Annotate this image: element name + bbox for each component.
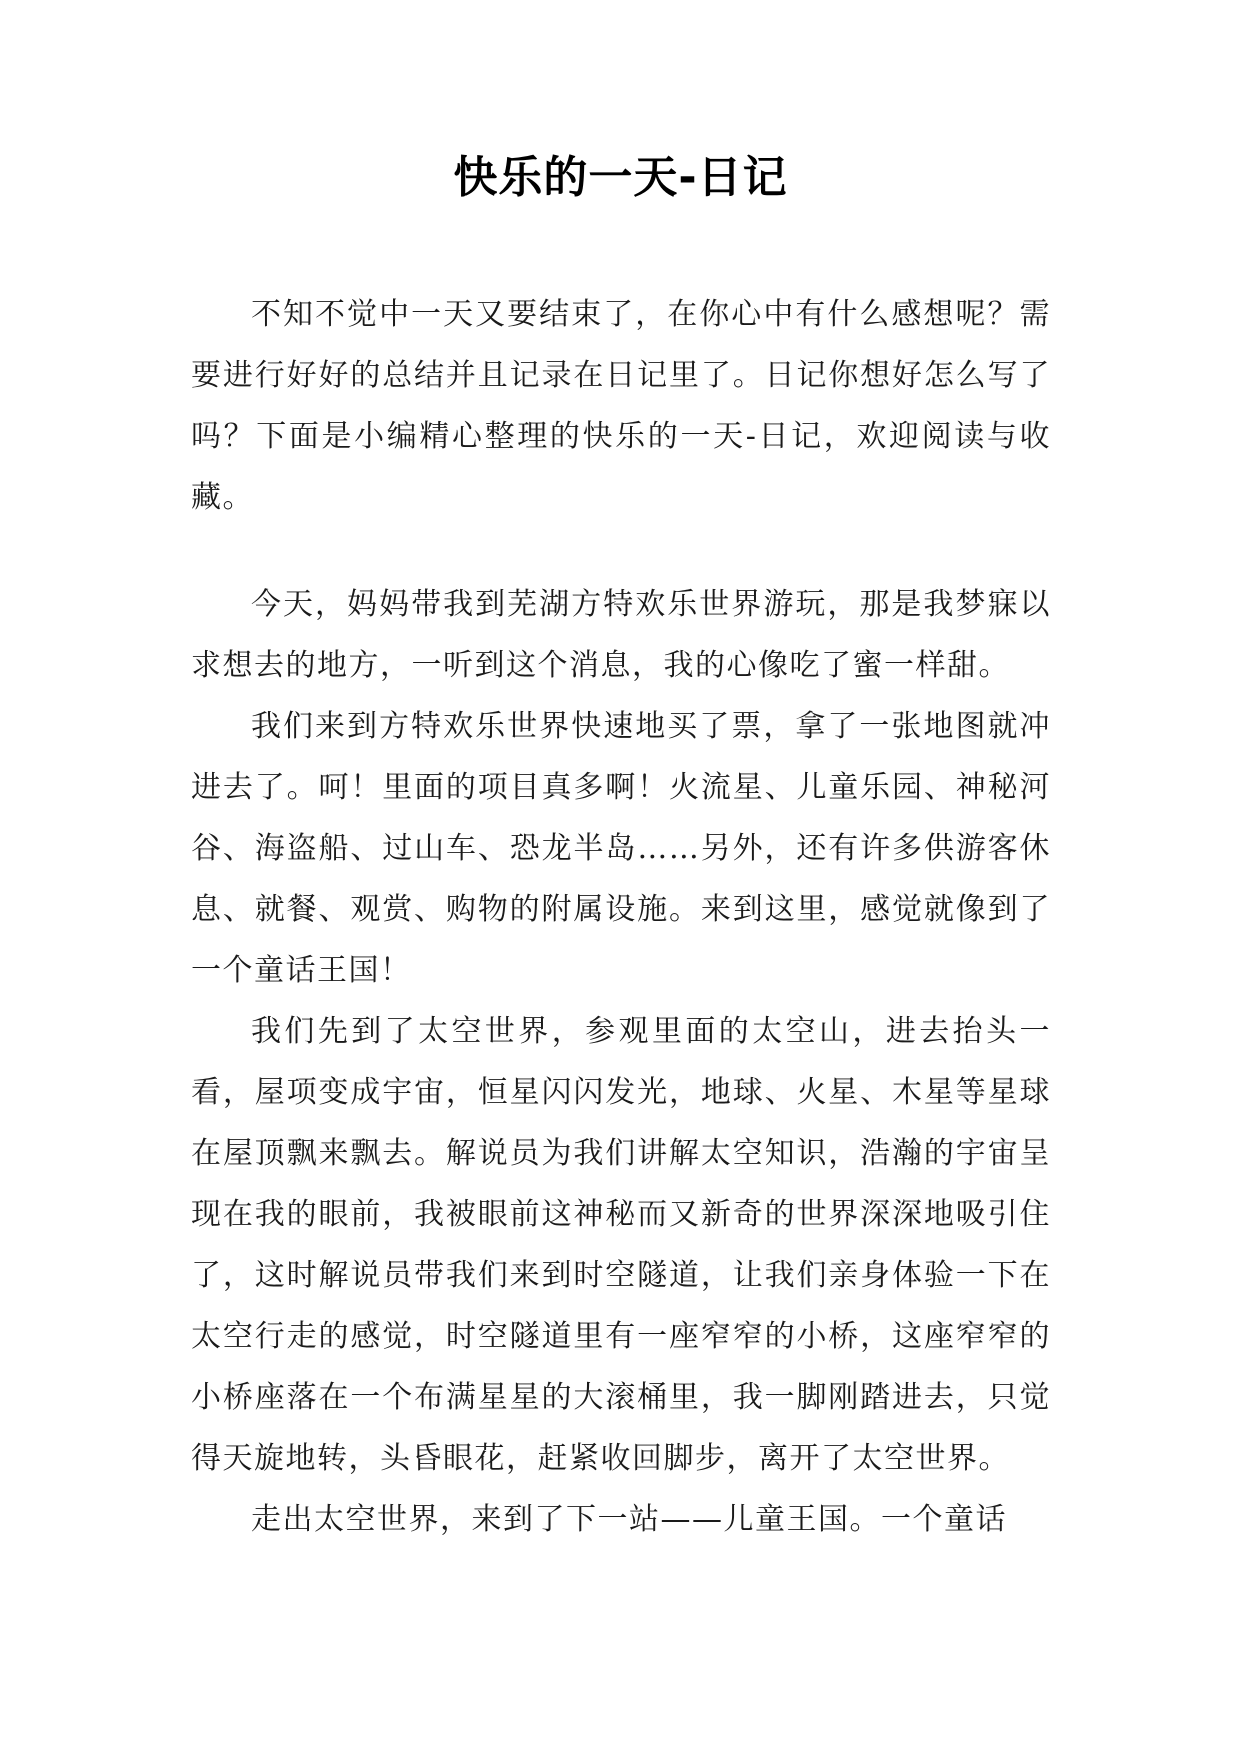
intro-paragraph: 不知不觉中一天又要结束了，在你心中有什么感想呢？需要进行好好的总结并且记录在日记里了。日记你想好怎么写了吗？下面是小编精心整理的快乐的一天-日记，欢迎阅读与收藏。 (191, 297, 1051, 515)
body-paragraph: 今天，妈妈带我到芜湖方特欢乐世界游玩，那是我梦寐以求想去的地方，一听到这个消息，我的心像吃了蜜一样甜。 (191, 587, 1051, 683)
body-paragraph: 走出太空世界，来到了下一站——儿童王国。一个童话 (251, 1502, 1007, 1537)
intro-section (191, 284, 1051, 528)
document-title: 快乐的一天-日记 (453, 152, 788, 203)
body-paragraph: 我们来到方特欢乐世界快速地买了票，拿了一张地图就冲进去了。呵！里面的项目真多啊！火流星、儿童乐园、神秘河谷、海盗船、过山车、恐龙半岛……另外，还有许多供游客休息、就餐、观赏、购物的附属设施。来到这里，感觉就像到了一个童话王国！ (191, 709, 1051, 988)
body-paragraph: 我们先到了太空世界，参观里面的太空山，进去抬头一看，屋项变成宇宙，恒星闪闪发光，地球、火星、木星等星球在屋顶飘来飘去。解说员为我们讲解太空知识，浩瀚的宇宙呈现在我的眼前，我被眼前这神秘而又新奇的世界深深地吸引住了，这时解说员带我们来到时空隧道，让我们亲身体验一下在太空行走的感觉，时空隧道里有一座窄窄的小桥，这座窄窄的小桥座落在一个布满星星的大滚桶里，我一脚刚踏进去，只觉得天旋地转，头昏眼花，赶紧收回脚步，离开了太空世界。 (191, 1014, 1051, 1476)
diary-body (191, 574, 1051, 1550)
